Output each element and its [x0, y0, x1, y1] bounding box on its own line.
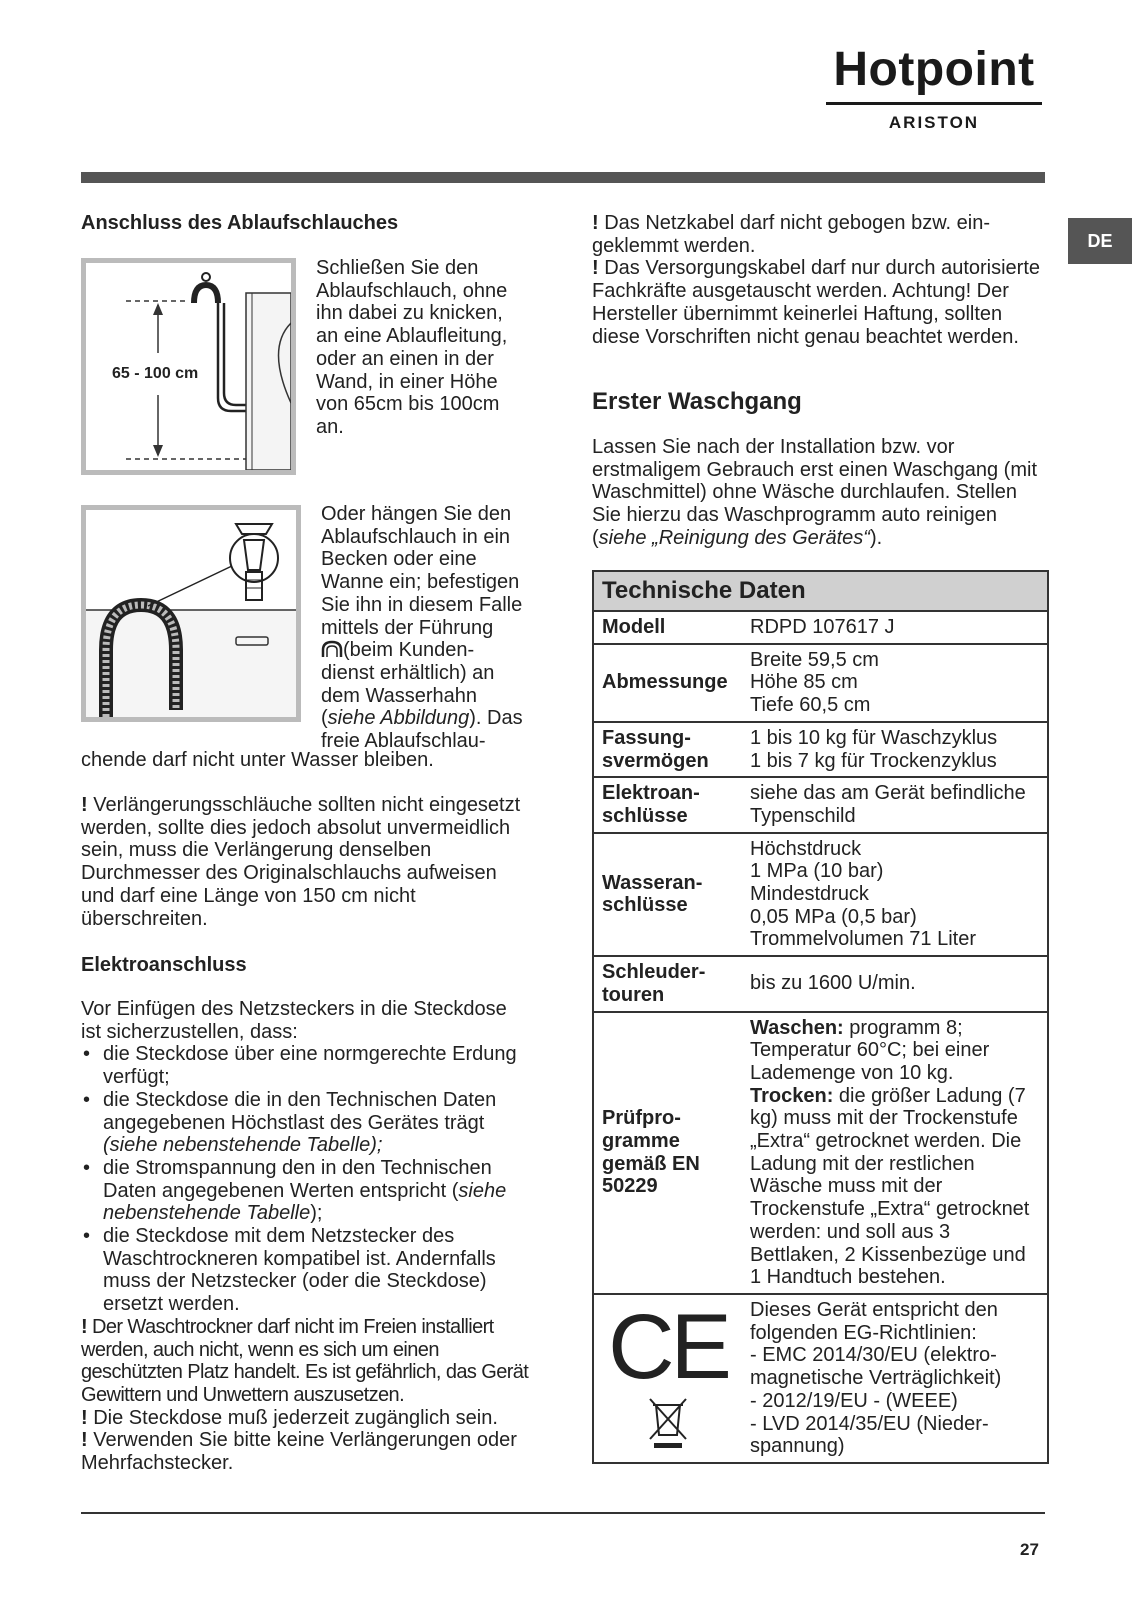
table-row: [594, 1012, 1047, 1294]
cable-replace-warning: [592, 257, 1042, 348]
spec-value: siehe das am Gerät befindliche Typenschild: [742, 777, 1047, 832]
socket-warning: [81, 1407, 531, 1430]
spec-label: Elektroanschlüsse: [594, 777, 742, 832]
spec-label: Abmessunge: [594, 644, 742, 722]
technical-data-table: [592, 570, 1049, 1464]
header-divider: [81, 172, 1045, 183]
extension-cord-warning: [81, 1429, 531, 1474]
spec-label: Modell: [602, 616, 666, 638]
value-line: Dieses Gerät entspricht den folgenden EG-Richtlinien:: [750, 1298, 998, 1344]
warning-mark: !: [592, 257, 599, 280]
italic-ref: siehe nebenstehende Tabelle: [103, 1179, 507, 1225]
table-row: [594, 777, 1047, 832]
list-item: [81, 1157, 531, 1225]
value-heading: Trocken:: [750, 1084, 834, 1107]
table-row: [594, 833, 1047, 957]
brand-sub: ARISTON: [888, 113, 980, 132]
text-line: Becken oder eine: [321, 548, 477, 571]
list-item: [81, 1089, 531, 1157]
drain-basin-tail: chende darf nicht unter Wasser bleiben.: [81, 749, 434, 771]
section-title-first-wash: Erster Waschgang: [592, 388, 802, 415]
spec-value: [742, 1012, 1047, 1294]
warning-mark: !: [81, 1315, 88, 1338]
text-line: [321, 639, 551, 662]
value-line: Trommelvolumen 71 Liter: [750, 928, 977, 951]
spec-label: Prüfprogramme gemäß EN 50229: [594, 1012, 742, 1294]
drain-basin-text: [321, 503, 551, 753]
spec-value: [742, 833, 1047, 957]
drain-hose-basin-illustration: [86, 510, 296, 717]
ce-mark-icon: CE: [608, 1295, 728, 1398]
warning-text: Verwenden Sie bitte keine Verlängerungen oder Mehrfachstecker.: [81, 1429, 517, 1475]
text-fragment: Lassen Sie nach der Installation bzw. vor erstmaligem Gebrauch erst einen Waschgang (mit Waschmittel) ohne Wäsche durchlaufen. Stellen Sie hierzu das Waschprogramm auto reinigen (: [592, 436, 1037, 549]
table-row: [594, 1294, 1047, 1462]
weee-bin-icon: [648, 1397, 688, 1449]
value-text: programm 8; Temperatur 60°C; bei einer Lademenge von 10 kg.: [750, 1016, 990, 1084]
table-title: Technische Daten: [594, 572, 1047, 612]
drain-hose-wall-figure: [81, 258, 296, 475]
first-wash-text: [592, 436, 1042, 550]
spec-label: Schleudertouren: [594, 956, 742, 1011]
electric-checklist: [81, 1043, 531, 1315]
warning-text: Verlängerungsschläuche sollten nicht eingesetzt werden, sollte dies jedoch absolut unvermeidlich sein, muss die Verlängerung denselben Durchmesser des Originalschlauchs aufweisen und darf eine Länge von 150 cm nicht überschreiten.: [81, 794, 521, 930]
text-fragment: die Steckdose die in den Technischen Daten angegebenen Höchstlast des Gerätes trägt: [103, 1088, 497, 1134]
table-row: [594, 956, 1047, 1011]
text-line: an.: [316, 415, 344, 438]
value-text: die größer Ladung (7 kg) muss mit der Trockenstufe „Extra“ getrocknet werden. Die Ladung mit der restlichen Wäsche muss mit der Trockenstufe „Extra“ getrocknet werden: und soll aus 3 Bettlaken, 2 Kissenbezüge und 1 Handtuch bestehen.: [750, 1084, 1030, 1289]
text-line: Oder hängen Sie den: [321, 503, 512, 525]
text-line: (siehe Abbildung). Das: [321, 707, 523, 730]
extension-warning: [81, 794, 521, 930]
text-line: an eine Ablaufleitung,: [316, 325, 508, 348]
table-row: [594, 722, 1047, 777]
value-line: - EMC 2014/30/EU (elektromagnetische Verträglichkeit): [750, 1344, 1002, 1390]
warning-mark: !: [81, 794, 88, 816]
warning-text: Die Steckdose muß jederzeit zugänglich sein.: [87, 1406, 498, 1429]
brand-rule: [826, 102, 1042, 105]
text-line: ihn dabei zu knicken,: [316, 302, 503, 325]
brand-logo: [824, 42, 1044, 133]
italic-ref: siehe Abbildung: [327, 707, 470, 730]
value-line: 0,05 MPa (0,5 bar): [750, 905, 917, 928]
text-line: mittels der Führung: [321, 616, 494, 639]
text-fragment: ). Das: [469, 707, 523, 730]
text-fragment: ).: [869, 526, 883, 549]
section-title-electric: Elektroanschluss: [81, 954, 247, 976]
spec-value: [742, 722, 1047, 777]
text-line: Ablaufschlauch in ein: [321, 525, 511, 548]
warning-mark: !: [592, 212, 599, 234]
table-row: [594, 644, 1047, 722]
value-line: 1 bis 7 kg für Trockenzyklus: [750, 749, 997, 772]
brand-name: Hotpoint: [833, 43, 1035, 96]
value-line: 1 bis 10 kg für Waschzyklus: [750, 726, 998, 749]
hose-guide-icon: [321, 640, 343, 658]
ce-cell: [594, 1294, 742, 1462]
page-number: 27: [1020, 1540, 1039, 1559]
section-title-drain: Anschluss des Ablaufschlauches: [81, 212, 399, 234]
text-line: von 65cm bis 100cm: [316, 393, 500, 416]
warning-text: Der Waschtrockner darf nicht im Freien installiert werden, auch nicht, wenn es sich um einen geschützten Platz handelt. Es ist gefährlich, das Gerät Gewittern und Unwettern auszusetzen.: [81, 1315, 529, 1406]
drain-wall-text: [316, 257, 536, 439]
text-fragment: (beim Kunden-: [343, 639, 475, 662]
cable-warnings: [592, 212, 1042, 348]
italic-ref: (siehe nebenstehende Tabelle);: [103, 1134, 383, 1157]
text-line: Wand, in einer Höhe: [316, 370, 498, 393]
height-label: 65 - 100 cm: [112, 365, 199, 382]
text-fragment: );: [310, 1202, 323, 1225]
value-heading: Waschen:: [750, 1016, 844, 1039]
text-line: Sie ihn in diesem Falle: [321, 593, 523, 616]
spec-value: RDPD 107617 J: [750, 616, 895, 638]
drain-hose-basin-figure: [81, 505, 301, 722]
text-line: Wanne ein; befestigen: [321, 571, 520, 594]
warning-mark: !: [81, 1429, 88, 1452]
table-row: [594, 612, 1047, 644]
spec-table: [594, 612, 1047, 1462]
value-line: Höchstdruck: [750, 837, 862, 860]
spec-value: bis zu 1600 U/min.: [742, 956, 1047, 1011]
warning-mark: !: [81, 1406, 88, 1429]
italic-ref: siehe „Reinigung des Gerätes“: [598, 526, 870, 549]
value-line: Tiefe 60,5 cm: [750, 694, 871, 717]
spec-label: Wasseranschlüsse: [594, 833, 742, 957]
electric-section: [81, 998, 531, 1475]
list-item: • die Steckdose mit dem Netzstecker des Waschtrockneren kompatibel ist. Andernfalls muss der Netzstecker (oder die Steckdose) ersetzt werden.: [81, 1225, 531, 1316]
text-line: oder an einen in der: [316, 347, 494, 370]
text-line: Schließen Sie den: [316, 257, 479, 279]
warning-text: Das Netzkabel darf nicht gebogen bzw. eingeklemmt werden.: [592, 212, 991, 257]
electric-intro: Vor Einfügen des Netzsteckers in die Steckdose ist sicherzustellen, dass:: [81, 998, 507, 1043]
outdoor-warning: [81, 1316, 531, 1407]
spec-value: [742, 1294, 1047, 1462]
text-line: Ablaufschlauch, ohne: [316, 279, 508, 302]
value-line: Mindestdruck: [750, 883, 869, 906]
list-item: • die Steckdose über eine normgerechte Erdung verfügt;: [81, 1043, 531, 1088]
value-line: Höhe 85 cm: [750, 671, 858, 694]
language-tab: DE: [1068, 218, 1132, 264]
text-line: freie Ablaufschlau-: [321, 730, 486, 753]
value-line: - 2012/19/EU - (WEEE): [750, 1389, 958, 1412]
footer-divider: [81, 1512, 1045, 1514]
cable-bend-warning: [592, 212, 1042, 257]
value-line: 1 MPa (10 bar): [750, 860, 884, 883]
value-line: Breite 59,5 cm: [750, 648, 879, 671]
text-line: dem Wasserhahn: [321, 684, 477, 707]
spec-label: Fassungsvermögen: [594, 722, 742, 777]
text-fragment: die Stromspannung den in den Technischen Daten angegebenen Werten entspricht (: [103, 1156, 492, 1202]
value-line: - LVD 2014/35/EU (Niederspannung): [750, 1412, 989, 1458]
spec-value: [742, 644, 1047, 722]
warning-text: Das Versorgungskabel darf nur durch autorisierte Fachkräfte ausgetauscht werden. Achtung! Der Hersteller übernimmt keinerlei Haftung, sollten diese Vorschriften nicht genau beachtet werden.: [592, 257, 1041, 348]
text-line: dienst erhältlich) an: [321, 661, 495, 684]
